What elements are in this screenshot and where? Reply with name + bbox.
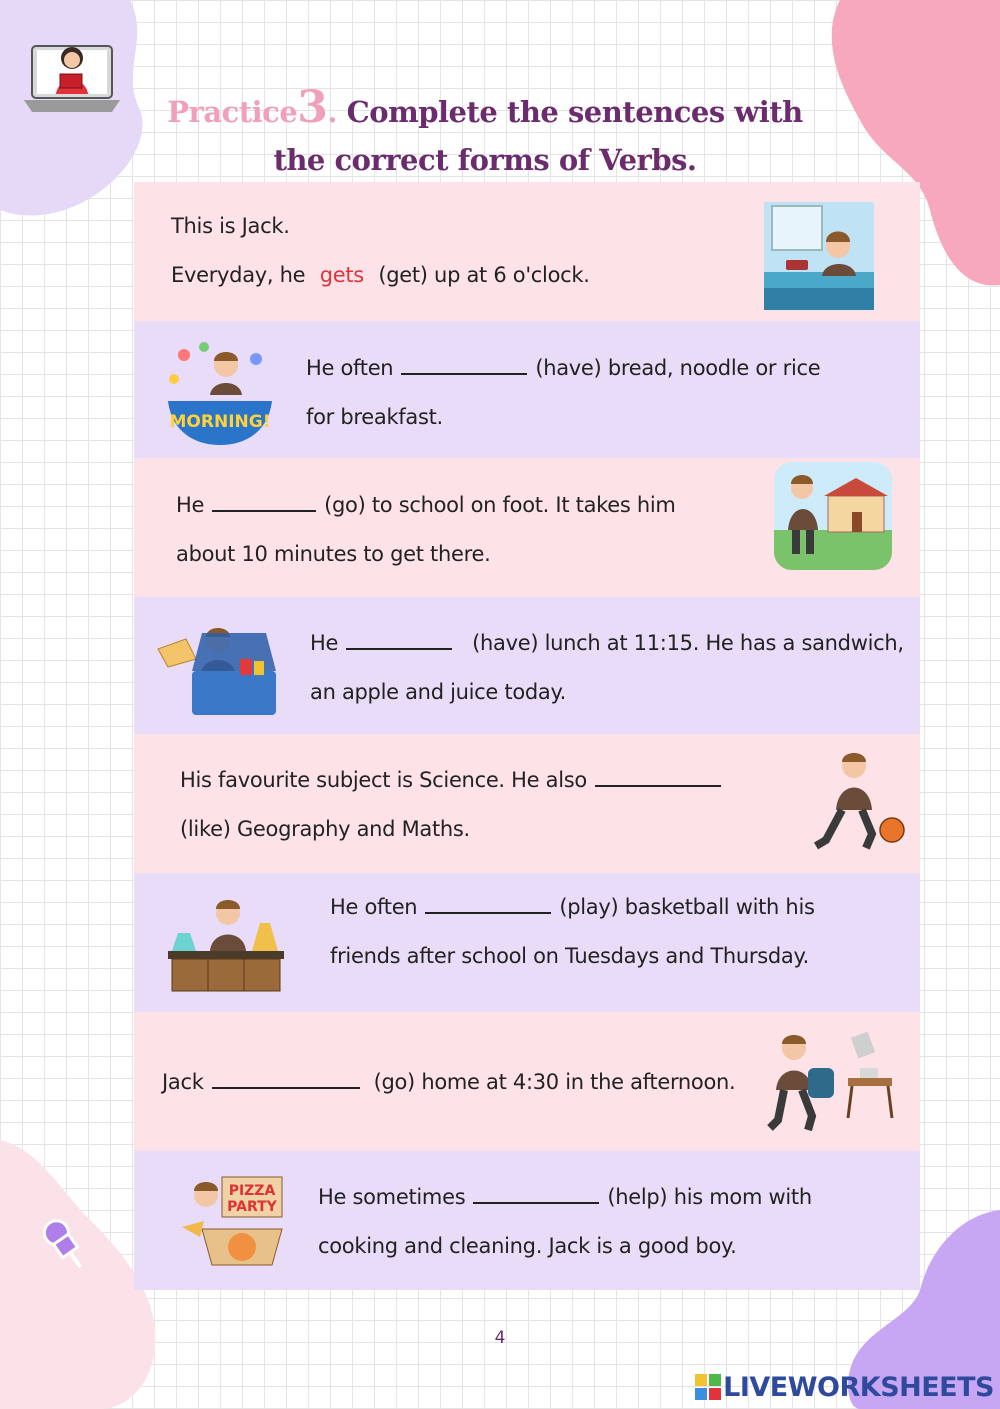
exercise-row-3 bbox=[134, 458, 920, 597]
sentence-1-line-1: This is Jack. bbox=[171, 214, 290, 238]
answer-blank-2[interactable] bbox=[401, 353, 527, 375]
exercise-row-7 bbox=[134, 1012, 920, 1151]
sentence-7 bbox=[162, 1058, 735, 1107]
page-title bbox=[140, 84, 830, 184]
boy-running-home-image bbox=[764, 1028, 900, 1138]
liveworksheets-logo[interactable] bbox=[695, 1372, 994, 1403]
sentence-3-line-2: about 10 minutes to get there. bbox=[176, 542, 491, 566]
sentence-4-pre: He bbox=[310, 631, 339, 655]
bowl-label: MORNING! bbox=[169, 412, 271, 432]
title-line-2: the correct forms of Verbs. bbox=[273, 143, 697, 177]
answer-blank-8[interactable] bbox=[473, 1182, 599, 1204]
boy-basketball-image bbox=[806, 750, 906, 858]
sentence-8 bbox=[318, 1173, 812, 1271]
sentence-6 bbox=[330, 883, 815, 981]
lunchbox-image bbox=[156, 619, 282, 719]
answer-blank-6[interactable] bbox=[425, 892, 551, 914]
sentence-1-line-2-pre: Everyday, he bbox=[171, 263, 306, 287]
liveworksheets-icon bbox=[695, 1374, 721, 1400]
sentence-5-line-2: (like) Geography and Maths. bbox=[180, 817, 470, 841]
sentence-2-post: (have) bread, noodle or rice bbox=[535, 356, 821, 380]
sentence-4 bbox=[310, 619, 904, 717]
sentence-6-line-2: friends after school on Tuesdays and Thursday. bbox=[330, 944, 809, 968]
sentence-4-post: (have) lunch at 11:15. He has a sandwich, bbox=[472, 631, 904, 655]
party-label: PARTY bbox=[227, 1199, 277, 1215]
science-lab-image bbox=[168, 893, 284, 993]
exercise-row-4 bbox=[134, 597, 920, 734]
answer-blank-3[interactable] bbox=[212, 490, 316, 512]
boy-walking-to-school-image bbox=[772, 460, 894, 572]
sentence-6-pre: He often bbox=[330, 895, 418, 919]
pizza-label: PIZZA bbox=[228, 1183, 276, 1199]
practice-word: Practice bbox=[167, 95, 298, 129]
exercise-row-6 bbox=[134, 873, 920, 1012]
example-answer: gets bbox=[319, 263, 364, 287]
title-line-1: Complete the sentences with bbox=[346, 95, 803, 129]
exercise-list bbox=[134, 182, 920, 1290]
title-dot: . bbox=[327, 95, 338, 129]
sentence-7-pre: Jack bbox=[162, 1070, 204, 1094]
sentence-3-pre: He bbox=[176, 493, 205, 517]
teacher-laptop-icon bbox=[24, 32, 120, 116]
sentence-5-line-1: His favourite subject is Science. He also bbox=[180, 768, 587, 792]
sentence-4-line-2: an apple and juice today. bbox=[310, 680, 567, 704]
exercise-row-8 bbox=[134, 1151, 920, 1290]
pushpin-icon bbox=[30, 1210, 100, 1280]
exercise-row-1 bbox=[134, 182, 920, 321]
sentence-2-pre: He often bbox=[306, 356, 394, 380]
boy-waking-up-image bbox=[764, 202, 874, 310]
answer-blank-4[interactable] bbox=[346, 628, 452, 650]
sentence-8-pre: He sometimes bbox=[318, 1185, 466, 1209]
exercise-row-2 bbox=[134, 321, 920, 458]
brand-text: LIVEWORKSHEETS bbox=[723, 1372, 994, 1403]
sentence-1-line-2-post: (get) up at 6 o'clock. bbox=[378, 263, 590, 287]
pizza-party-image bbox=[182, 1171, 286, 1271]
sentence-2-line-2: for breakfast. bbox=[306, 405, 443, 429]
sentence-3-post: (go) to school on foot. It takes him bbox=[324, 493, 676, 517]
sentence-8-line-2: cooking and cleaning. Jack is a good boy. bbox=[318, 1234, 737, 1258]
sentence-7-post: (go) home at 4:30 in the afternoon. bbox=[373, 1070, 736, 1094]
sentence-5 bbox=[180, 756, 729, 854]
answer-blank-7[interactable] bbox=[212, 1067, 360, 1089]
sentence-6-post: (play) basketball with his bbox=[559, 895, 815, 919]
answer-blank-5[interactable] bbox=[595, 765, 721, 787]
page-number: 4 bbox=[494, 1328, 506, 1348]
sentence-1 bbox=[171, 202, 590, 300]
practice-number: 3 bbox=[297, 82, 328, 133]
cereal-bowl-image bbox=[164, 335, 276, 447]
sentence-8-post: (help) his mom with bbox=[607, 1185, 812, 1209]
sentence-2 bbox=[306, 344, 820, 442]
exercise-row-5 bbox=[134, 734, 920, 873]
sentence-3 bbox=[176, 481, 676, 579]
